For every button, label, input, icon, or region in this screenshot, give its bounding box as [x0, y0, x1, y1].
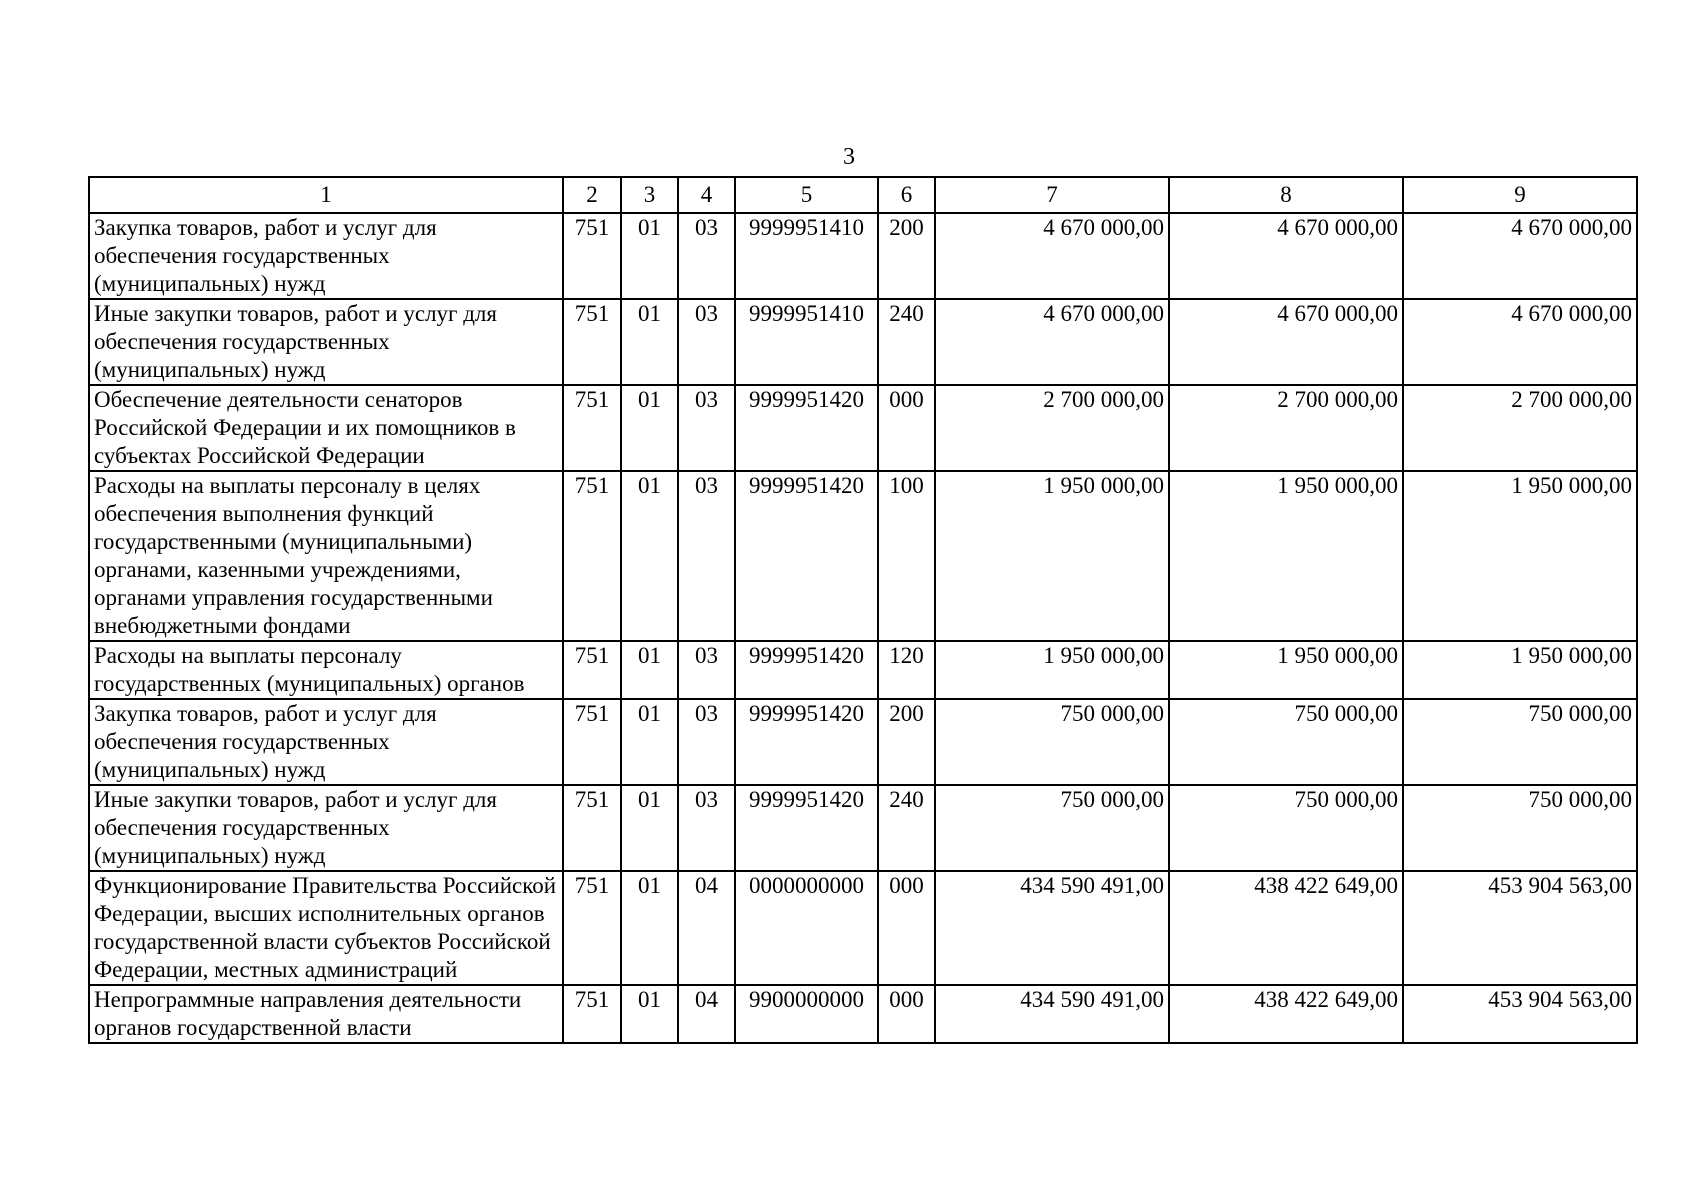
row-code-cell: 03	[678, 213, 735, 299]
row-code-cell: 04	[678, 871, 735, 985]
column-header: 9	[1403, 177, 1637, 213]
row-code-cell: 01	[621, 471, 678, 641]
row-name-cell: Иные закупки товаров, работ и услуг для обеспечения государственных (муниципальных) нужд	[89, 299, 563, 385]
row-amount-cell: 453 904 563,00	[1403, 871, 1637, 985]
row-code-cell: 100	[878, 471, 935, 641]
row-code-cell: 120	[878, 641, 935, 699]
row-amount-cell: 2 700 000,00	[1403, 385, 1637, 471]
row-amount-cell: 4 670 000,00	[1403, 299, 1637, 385]
row-amount-cell: 750 000,00	[935, 785, 1169, 871]
table-row	[89, 785, 1637, 871]
column-header: 8	[1169, 177, 1403, 213]
row-code-cell: 751	[563, 641, 621, 699]
column-header: 1	[89, 177, 563, 213]
row-amount-cell: 453 904 563,00	[1403, 985, 1637, 1043]
column-header: 5	[735, 177, 878, 213]
row-name-cell: Непрограммные направления деятельности органов государственной власти	[89, 985, 563, 1043]
table-row	[89, 699, 1637, 785]
row-code-cell: 751	[563, 985, 621, 1043]
row-amount-cell: 2 700 000,00	[1169, 385, 1403, 471]
row-name-cell: Расходы на выплаты персоналу государственных (муниципальных) органов	[89, 641, 563, 699]
row-amount-cell: 4 670 000,00	[935, 213, 1169, 299]
row-code-cell: 01	[621, 299, 678, 385]
row-code-cell: 03	[678, 641, 735, 699]
row-name-cell: Функционирование Правительства Российской Федерации, высших исполнительных органов государственной власти субъектов Российской Федерации, местных администраций	[89, 871, 563, 985]
row-amount-cell: 1 950 000,00	[1403, 641, 1637, 699]
table-row	[89, 385, 1637, 471]
row-code-cell: 9999951420	[735, 641, 878, 699]
row-amount-cell: 4 670 000,00	[1403, 213, 1637, 299]
row-name-cell: Обеспечение деятельности сенаторов Российской Федерации и их помощников в субъектах Российской Федерации	[89, 385, 563, 471]
row-amount-cell: 750 000,00	[1169, 785, 1403, 871]
row-code-cell: 751	[563, 385, 621, 471]
row-code-cell: 01	[621, 699, 678, 785]
row-code-cell: 04	[678, 985, 735, 1043]
row-amount-cell: 750 000,00	[1403, 699, 1637, 785]
row-name-cell: Закупка товаров, работ и услуг для обеспечения государственных (муниципальных) нужд	[89, 213, 563, 299]
row-code-cell: 01	[621, 213, 678, 299]
row-code-cell: 03	[678, 699, 735, 785]
row-code-cell: 000	[878, 385, 935, 471]
row-code-cell: 751	[563, 213, 621, 299]
row-code-cell: 0000000000	[735, 871, 878, 985]
row-amount-cell: 438 422 649,00	[1169, 871, 1403, 985]
table-row	[89, 871, 1637, 985]
page-number: 3	[843, 144, 855, 170]
row-amount-cell: 4 670 000,00	[1169, 299, 1403, 385]
row-code-cell: 03	[678, 785, 735, 871]
row-code-cell: 03	[678, 299, 735, 385]
row-amount-cell: 1 950 000,00	[935, 471, 1169, 641]
column-header: 6	[878, 177, 935, 213]
row-amount-cell: 750 000,00	[935, 699, 1169, 785]
row-code-cell: 01	[621, 385, 678, 471]
row-amount-cell: 750 000,00	[1403, 785, 1637, 871]
row-code-cell: 01	[621, 641, 678, 699]
row-code-cell: 9900000000	[735, 985, 878, 1043]
row-code-cell: 9999951420	[735, 699, 878, 785]
row-code-cell: 9999951420	[735, 785, 878, 871]
row-code-cell: 01	[621, 985, 678, 1043]
row-amount-cell: 1 950 000,00	[1169, 641, 1403, 699]
table-row	[89, 213, 1637, 299]
row-amount-cell: 2 700 000,00	[935, 385, 1169, 471]
table-row	[89, 641, 1637, 699]
row-amount-cell: 1 950 000,00	[935, 641, 1169, 699]
row-code-cell: 240	[878, 785, 935, 871]
table-row	[89, 471, 1637, 641]
row-code-cell: 03	[678, 471, 735, 641]
row-code-cell: 000	[878, 985, 935, 1043]
column-header: 7	[935, 177, 1169, 213]
row-amount-cell: 434 590 491,00	[935, 871, 1169, 985]
row-code-cell: 01	[621, 785, 678, 871]
row-amount-cell: 4 670 000,00	[1169, 213, 1403, 299]
row-code-cell: 9999951410	[735, 299, 878, 385]
row-amount-cell: 1 950 000,00	[1403, 471, 1637, 641]
row-amount-cell: 1 950 000,00	[1169, 471, 1403, 641]
row-code-cell: 9999951410	[735, 213, 878, 299]
row-amount-cell: 438 422 649,00	[1169, 985, 1403, 1043]
column-header: 2	[563, 177, 621, 213]
row-name-cell: Расходы на выплаты персоналу в целях обеспечения выполнения функций государственными (муниципальными) органами, казенными учреждениями, органами управления государственными внебюджетными фондами	[89, 471, 563, 641]
table-row	[89, 985, 1637, 1043]
row-amount-cell: 750 000,00	[1169, 699, 1403, 785]
row-code-cell: 751	[563, 299, 621, 385]
row-name-cell: Закупка товаров, работ и услуг для обеспечения государственных (муниципальных) нужд	[89, 699, 563, 785]
row-code-cell: 200	[878, 213, 935, 299]
row-code-cell: 200	[878, 699, 935, 785]
table-row	[89, 299, 1637, 385]
row-code-cell: 000	[878, 871, 935, 985]
budget-table	[88, 176, 1638, 1044]
column-header: 3	[621, 177, 678, 213]
row-code-cell: 751	[563, 471, 621, 641]
row-code-cell: 751	[563, 871, 621, 985]
row-code-cell: 751	[563, 699, 621, 785]
row-amount-cell: 4 670 000,00	[935, 299, 1169, 385]
row-name-cell: Иные закупки товаров, работ и услуг для обеспечения государственных (муниципальных) нужд	[89, 785, 563, 871]
row-code-cell: 240	[878, 299, 935, 385]
row-code-cell: 01	[621, 871, 678, 985]
row-code-cell: 9999951420	[735, 471, 878, 641]
row-code-cell: 751	[563, 785, 621, 871]
column-header: 4	[678, 177, 735, 213]
row-code-cell: 03	[678, 385, 735, 471]
row-code-cell: 9999951420	[735, 385, 878, 471]
table-header-row	[89, 177, 1637, 213]
row-amount-cell: 434 590 491,00	[935, 985, 1169, 1043]
